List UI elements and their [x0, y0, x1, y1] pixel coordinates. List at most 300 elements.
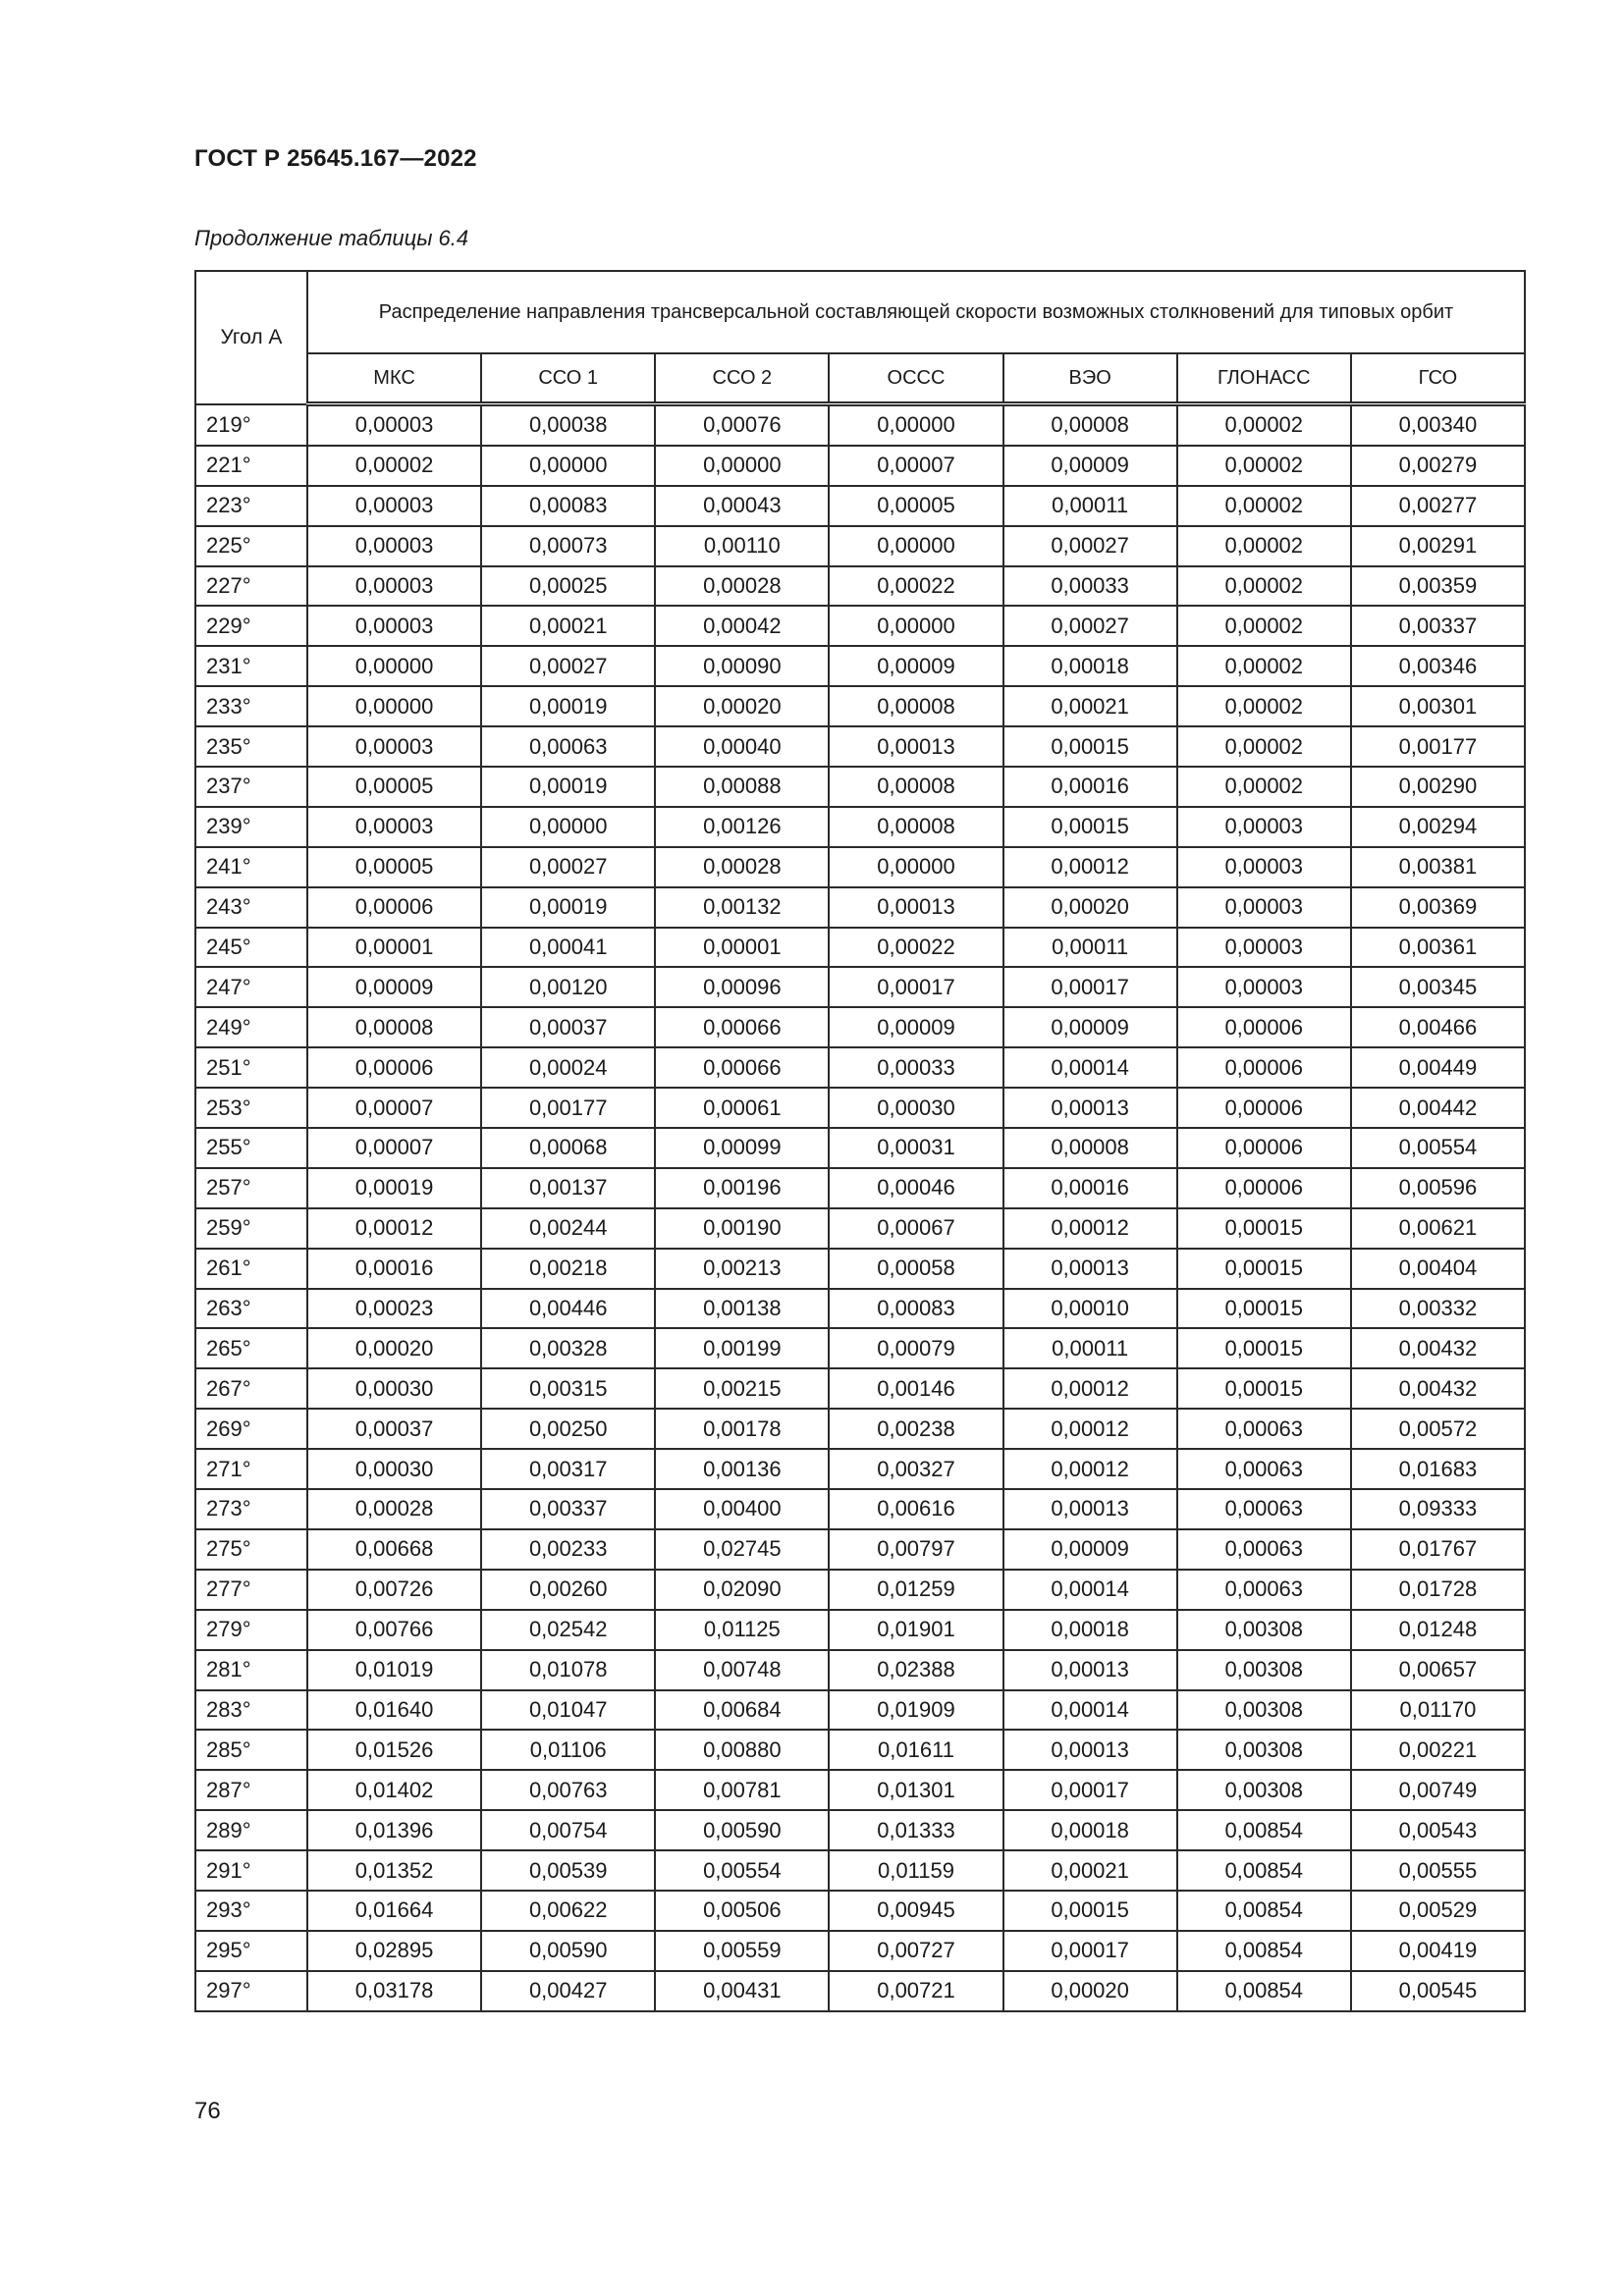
angle-cell: 243° — [195, 887, 307, 928]
table-row — [195, 646, 1525, 686]
value-cell: 0,01683 — [1351, 1449, 1525, 1489]
value-cell: 0,01078 — [481, 1650, 655, 1690]
value-cell: 0,00015 — [1177, 1249, 1351, 1289]
value-cell: 0,00003 — [1177, 967, 1351, 1007]
angle-cell: 239° — [195, 807, 307, 847]
angle-cell: 275° — [195, 1529, 307, 1570]
value-cell: 0,00000 — [829, 404, 1002, 446]
angle-cell: 219° — [195, 404, 307, 446]
value-cell: 0,00359 — [1351, 566, 1525, 607]
angle-cell: 235° — [195, 726, 307, 767]
value-cell: 0,00096 — [655, 967, 829, 1007]
value-cell: 0,00317 — [481, 1449, 655, 1489]
value-cell: 0,00063 — [1177, 1489, 1351, 1529]
value-cell: 0,00003 — [307, 486, 481, 526]
value-cell: 0,01901 — [829, 1610, 1002, 1650]
value-cell: 0,00110 — [655, 526, 829, 566]
value-cell: 0,00250 — [481, 1409, 655, 1449]
table-row — [195, 1971, 1525, 2011]
table-row — [195, 1489, 1525, 1529]
table-row — [195, 967, 1525, 1007]
column-header-mks: МКС — [307, 353, 481, 404]
value-cell: 0,00238 — [829, 1409, 1002, 1449]
angle-cell: 271° — [195, 1449, 307, 1489]
value-cell: 0,01019 — [307, 1650, 481, 1690]
angle-cell: 285° — [195, 1730, 307, 1770]
value-cell: 0,00178 — [655, 1409, 829, 1449]
value-cell: 0,00668 — [307, 1529, 481, 1570]
value-cell: 0,00215 — [655, 1368, 829, 1409]
value-cell: 0,00572 — [1351, 1409, 1525, 1449]
value-cell: 0,00754 — [481, 1810, 655, 1850]
angle-cell: 283° — [195, 1690, 307, 1731]
value-cell: 0,00012 — [1003, 847, 1177, 887]
value-cell: 0,00001 — [307, 928, 481, 968]
value-cell: 0,00002 — [1177, 486, 1351, 526]
value-cell: 0,00854 — [1177, 1850, 1351, 1891]
value-cell: 0,00090 — [655, 646, 829, 686]
value-cell: 0,00361 — [1351, 928, 1525, 968]
value-cell: 0,00007 — [307, 1128, 481, 1168]
value-cell: 0,00019 — [481, 686, 655, 726]
value-cell: 0,00040 — [655, 726, 829, 767]
table-row — [195, 1208, 1525, 1249]
value-cell: 0,00009 — [307, 967, 481, 1007]
value-cell: 0,01402 — [307, 1770, 481, 1810]
value-cell: 0,00442 — [1351, 1088, 1525, 1128]
value-cell: 0,00419 — [1351, 1931, 1525, 1971]
value-cell: 0,00033 — [829, 1047, 1002, 1088]
value-cell: 0,00006 — [1177, 1168, 1351, 1208]
value-cell: 0,00008 — [829, 807, 1002, 847]
value-cell: 0,00016 — [307, 1249, 481, 1289]
value-cell: 0,00136 — [655, 1449, 829, 1489]
value-cell: 0,00018 — [1003, 1810, 1177, 1850]
table-row — [195, 1289, 1525, 1329]
value-cell: 0,00021 — [481, 606, 655, 646]
orbit-columns-header-row — [195, 353, 1525, 404]
value-cell: 0,00012 — [1003, 1409, 1177, 1449]
value-cell: 0,00006 — [1177, 1007, 1351, 1047]
value-cell: 0,01640 — [307, 1690, 481, 1731]
value-cell: 0,01333 — [829, 1810, 1002, 1850]
value-cell: 0,00213 — [655, 1249, 829, 1289]
table-row — [195, 726, 1525, 767]
angle-cell: 295° — [195, 1931, 307, 1971]
value-cell: 0,00003 — [307, 566, 481, 607]
angle-cell: 237° — [195, 767, 307, 807]
table-row — [195, 404, 1525, 446]
value-cell: 0,00000 — [307, 686, 481, 726]
value-cell: 0,00001 — [655, 928, 829, 968]
value-cell: 0,00002 — [1177, 566, 1351, 607]
value-cell: 0,00024 — [481, 1047, 655, 1088]
value-cell: 0,01047 — [481, 1690, 655, 1731]
value-cell: 0,00596 — [1351, 1168, 1525, 1208]
value-cell: 0,00002 — [1177, 446, 1351, 486]
angle-cell: 251° — [195, 1047, 307, 1088]
table-row — [195, 1409, 1525, 1449]
value-cell: 0,00369 — [1351, 887, 1525, 928]
value-cell: 0,00038 — [481, 404, 655, 446]
value-cell: 0,00218 — [481, 1249, 655, 1289]
angle-cell: 227° — [195, 566, 307, 607]
value-cell: 0,01526 — [307, 1730, 481, 1770]
value-cell: 0,00748 — [655, 1650, 829, 1690]
value-cell: 0,00061 — [655, 1088, 829, 1128]
value-cell: 0,00028 — [655, 847, 829, 887]
value-cell: 0,00126 — [655, 807, 829, 847]
value-cell: 0,00749 — [1351, 1770, 1525, 1810]
value-cell: 0,00177 — [481, 1088, 655, 1128]
value-cell: 0,00005 — [829, 486, 1002, 526]
value-cell: 0,00590 — [481, 1931, 655, 1971]
value-cell: 0,00291 — [1351, 526, 1525, 566]
value-cell: 0,09333 — [1351, 1489, 1525, 1529]
table-row — [195, 486, 1525, 526]
value-cell: 0,00346 — [1351, 646, 1525, 686]
angle-cell: 231° — [195, 646, 307, 686]
value-cell: 0,00221 — [1351, 1730, 1525, 1770]
value-cell: 0,00013 — [829, 887, 1002, 928]
value-cell: 0,00003 — [1177, 887, 1351, 928]
angle-cell: 221° — [195, 446, 307, 486]
value-cell: 0,00003 — [307, 726, 481, 767]
value-cell: 0,00002 — [1177, 526, 1351, 566]
value-cell: 0,00315 — [481, 1368, 655, 1409]
table-row — [195, 1328, 1525, 1368]
value-cell: 0,00590 — [655, 1810, 829, 1850]
angle-cell: 277° — [195, 1570, 307, 1610]
value-cell: 0,00009 — [829, 646, 1002, 686]
value-cell: 0,00013 — [1003, 1650, 1177, 1690]
value-cell: 0,00308 — [1177, 1770, 1351, 1810]
value-cell: 0,00002 — [1177, 646, 1351, 686]
value-cell: 0,00622 — [481, 1891, 655, 1931]
value-cell: 0,00308 — [1177, 1610, 1351, 1650]
value-cell: 0,00007 — [829, 446, 1002, 486]
value-cell: 0,00345 — [1351, 967, 1525, 1007]
value-cell: 0,00076 — [655, 404, 829, 446]
value-cell: 0,02090 — [655, 1570, 829, 1610]
value-cell: 0,00014 — [1003, 1047, 1177, 1088]
value-cell: 0,00763 — [481, 1770, 655, 1810]
value-cell: 0,00294 — [1351, 807, 1525, 847]
value-cell: 0,00449 — [1351, 1047, 1525, 1088]
group-column-header: Распределение направления трансверсальной составляющей скорости возможных столкновений для типовых орбит — [307, 271, 1525, 353]
table-row — [195, 887, 1525, 928]
value-cell: 0,00016 — [1003, 1168, 1177, 1208]
value-cell: 0,00555 — [1351, 1850, 1525, 1891]
angle-cell: 257° — [195, 1168, 307, 1208]
table-row — [195, 1610, 1525, 1650]
table-row — [195, 1088, 1525, 1128]
table-body — [195, 404, 1525, 2011]
table-row — [195, 928, 1525, 968]
value-cell: 0,00545 — [1351, 1971, 1525, 2011]
value-cell: 0,00023 — [307, 1289, 481, 1329]
value-cell: 0,00328 — [481, 1328, 655, 1368]
value-cell: 0,00037 — [481, 1007, 655, 1047]
value-cell: 0,00020 — [1003, 887, 1177, 928]
table-row — [195, 847, 1525, 887]
value-cell: 0,00021 — [1003, 1850, 1177, 1891]
value-cell: 0,01170 — [1351, 1690, 1525, 1731]
value-cell: 0,00027 — [1003, 606, 1177, 646]
table-row — [195, 1168, 1525, 1208]
value-cell: 0,00721 — [829, 1971, 1002, 2011]
column-header-veo: ВЭО — [1003, 353, 1177, 404]
value-cell: 0,01125 — [655, 1610, 829, 1650]
value-cell: 0,00028 — [307, 1489, 481, 1529]
value-cell: 0,00199 — [655, 1328, 829, 1368]
angle-cell: 265° — [195, 1328, 307, 1368]
value-cell: 0,01159 — [829, 1850, 1002, 1891]
table-row — [195, 1128, 1525, 1168]
value-cell: 0,02542 — [481, 1610, 655, 1650]
value-cell: 0,00043 — [655, 486, 829, 526]
value-cell: 0,00019 — [481, 767, 655, 807]
value-cell: 0,00012 — [1003, 1449, 1177, 1489]
angle-cell: 267° — [195, 1368, 307, 1409]
value-cell: 0,00132 — [655, 887, 829, 928]
value-cell: 0,00014 — [1003, 1570, 1177, 1610]
value-cell: 0,00684 — [655, 1690, 829, 1731]
value-cell: 0,00506 — [655, 1891, 829, 1931]
value-cell: 0,00005 — [307, 767, 481, 807]
value-cell: 0,00260 — [481, 1570, 655, 1610]
value-cell: 0,00012 — [1003, 1368, 1177, 1409]
value-cell: 0,00063 — [1177, 1529, 1351, 1570]
angle-cell: 261° — [195, 1249, 307, 1289]
value-cell: 0,00381 — [1351, 847, 1525, 887]
value-cell: 0,00007 — [307, 1088, 481, 1128]
value-cell: 0,00020 — [655, 686, 829, 726]
value-cell: 0,00041 — [481, 928, 655, 968]
column-header-glonass: ГЛОНАСС — [1177, 353, 1351, 404]
page-number: 76 — [194, 2098, 221, 2124]
value-cell: 0,01909 — [829, 1690, 1002, 1731]
value-cell: 0,00726 — [307, 1570, 481, 1610]
table-row — [195, 1730, 1525, 1770]
table-row — [195, 1368, 1525, 1409]
value-cell: 0,00017 — [1003, 1931, 1177, 1971]
angle-cell: 225° — [195, 526, 307, 566]
value-cell: 0,00058 — [829, 1249, 1002, 1289]
value-cell: 0,00083 — [481, 486, 655, 526]
value-cell: 0,00016 — [1003, 767, 1177, 807]
value-cell: 0,01767 — [1351, 1529, 1525, 1570]
value-cell: 0,00002 — [307, 446, 481, 486]
value-cell: 0,00017 — [1003, 967, 1177, 1007]
value-cell: 0,00945 — [829, 1891, 1002, 1931]
value-cell: 0,00008 — [1003, 1128, 1177, 1168]
value-cell: 0,00015 — [1177, 1289, 1351, 1329]
table-row — [195, 1249, 1525, 1289]
value-cell: 0,00030 — [307, 1368, 481, 1409]
value-cell: 0,00003 — [1177, 807, 1351, 847]
value-cell: 0,00337 — [1351, 606, 1525, 646]
value-cell: 0,00011 — [1003, 928, 1177, 968]
value-cell: 0,01396 — [307, 1810, 481, 1850]
value-cell: 0,00233 — [481, 1529, 655, 1570]
value-cell: 0,00099 — [655, 1128, 829, 1168]
column-header-sso1: ССО 1 — [481, 353, 655, 404]
column-header-osss: ОССС — [829, 353, 1002, 404]
value-cell: 0,00017 — [829, 967, 1002, 1007]
value-cell: 0,00002 — [1177, 726, 1351, 767]
value-cell: 0,00539 — [481, 1850, 655, 1891]
value-cell: 0,00008 — [829, 767, 1002, 807]
value-cell: 0,00431 — [655, 1971, 829, 2011]
value-cell: 0,00068 — [481, 1128, 655, 1168]
column-header-gso: ГСО — [1351, 353, 1525, 404]
value-cell: 0,00002 — [1177, 404, 1351, 446]
value-cell: 0,00018 — [1003, 646, 1177, 686]
value-cell: 0,00009 — [1003, 1529, 1177, 1570]
angle-cell: 229° — [195, 606, 307, 646]
value-cell: 0,00027 — [481, 847, 655, 887]
document-header: ГОСТ Р 25645.167—2022 — [194, 145, 477, 172]
value-cell: 0,00332 — [1351, 1289, 1525, 1329]
value-cell: 0,00400 — [655, 1489, 829, 1529]
value-cell: 0,00010 — [1003, 1289, 1177, 1329]
value-cell: 0,00446 — [481, 1289, 655, 1329]
angle-cell: 263° — [195, 1289, 307, 1329]
table-row — [195, 526, 1525, 566]
value-cell: 0,00022 — [829, 928, 1002, 968]
value-cell: 0,00066 — [655, 1047, 829, 1088]
value-cell: 0,00012 — [307, 1208, 481, 1249]
table-row — [195, 1529, 1525, 1570]
angle-cell: 259° — [195, 1208, 307, 1249]
table-row — [195, 1810, 1525, 1850]
value-cell: 0,00000 — [481, 807, 655, 847]
table-row — [195, 1931, 1525, 1971]
value-cell: 0,00002 — [1177, 606, 1351, 646]
value-cell: 0,00088 — [655, 767, 829, 807]
value-cell: 0,00554 — [655, 1850, 829, 1891]
value-cell: 0,00000 — [481, 446, 655, 486]
value-cell: 0,03178 — [307, 1971, 481, 2011]
value-cell: 0,00021 — [1003, 686, 1177, 726]
angle-cell: 273° — [195, 1489, 307, 1529]
value-cell: 0,00146 — [829, 1368, 1002, 1409]
table-row — [195, 1007, 1525, 1047]
value-cell: 0,00008 — [1003, 404, 1177, 446]
value-cell: 0,00083 — [829, 1289, 1002, 1329]
value-cell: 0,00427 — [481, 1971, 655, 2011]
angle-cell: 233° — [195, 686, 307, 726]
value-cell: 0,00006 — [1177, 1128, 1351, 1168]
value-cell: 0,00543 — [1351, 1810, 1525, 1850]
table-row — [195, 606, 1525, 646]
value-cell: 0,00466 — [1351, 1007, 1525, 1047]
angle-cell: 279° — [195, 1610, 307, 1650]
value-cell: 0,01352 — [307, 1850, 481, 1891]
value-cell: 0,00616 — [829, 1489, 1002, 1529]
value-cell: 0,02745 — [655, 1529, 829, 1570]
data-table — [194, 270, 1526, 2012]
value-cell: 0,00308 — [1177, 1690, 1351, 1731]
angle-cell: 223° — [195, 486, 307, 526]
value-cell: 0,01728 — [1351, 1570, 1525, 1610]
value-cell: 0,00554 — [1351, 1128, 1525, 1168]
table-caption: Продолжение таблицы 6.4 — [194, 226, 469, 250]
value-cell: 0,00006 — [1177, 1088, 1351, 1128]
value-cell: 0,00014 — [1003, 1690, 1177, 1731]
value-cell: 0,00013 — [1003, 1489, 1177, 1529]
value-cell: 0,00327 — [829, 1449, 1002, 1489]
value-cell: 0,00015 — [1177, 1368, 1351, 1409]
angle-cell: 247° — [195, 967, 307, 1007]
value-cell: 0,00120 — [481, 967, 655, 1007]
angle-cell: 289° — [195, 1810, 307, 1850]
value-cell: 0,00019 — [481, 887, 655, 928]
value-cell: 0,00854 — [1177, 1931, 1351, 1971]
value-cell: 0,00727 — [829, 1931, 1002, 1971]
value-cell: 0,00177 — [1351, 726, 1525, 767]
value-cell: 0,00019 — [307, 1168, 481, 1208]
value-cell: 0,00006 — [307, 887, 481, 928]
angle-cell: 297° — [195, 1971, 307, 2011]
angle-cell: 269° — [195, 1409, 307, 1449]
value-cell: 0,00067 — [829, 1208, 1002, 1249]
table-row — [195, 686, 1525, 726]
value-cell: 0,00340 — [1351, 404, 1525, 446]
angle-cell: 293° — [195, 1891, 307, 1931]
value-cell: 0,00880 — [655, 1730, 829, 1770]
value-cell: 0,00009 — [829, 1007, 1002, 1047]
value-cell: 0,00003 — [1177, 928, 1351, 968]
value-cell: 0,00025 — [481, 566, 655, 607]
value-cell: 0,00015 — [1003, 726, 1177, 767]
value-cell: 0,00308 — [1177, 1730, 1351, 1770]
table-row — [195, 566, 1525, 607]
value-cell: 0,00308 — [1177, 1650, 1351, 1690]
value-cell: 0,00432 — [1351, 1328, 1525, 1368]
table-container — [194, 270, 1526, 2012]
value-cell: 0,00011 — [1003, 486, 1177, 526]
value-cell: 0,00030 — [307, 1449, 481, 1489]
value-cell: 0,00277 — [1351, 486, 1525, 526]
value-cell: 0,00797 — [829, 1529, 1002, 1570]
value-cell: 0,00000 — [829, 847, 1002, 887]
value-cell: 0,00657 — [1351, 1650, 1525, 1690]
value-cell: 0,00033 — [1003, 566, 1177, 607]
value-cell: 0,00011 — [1003, 1328, 1177, 1368]
value-cell: 0,01611 — [829, 1730, 1002, 1770]
value-cell: 0,00621 — [1351, 1208, 1525, 1249]
value-cell: 0,01301 — [829, 1770, 1002, 1810]
value-cell: 0,00854 — [1177, 1891, 1351, 1931]
value-cell: 0,00008 — [829, 686, 1002, 726]
value-cell: 0,00022 — [829, 566, 1002, 607]
value-cell: 0,00529 — [1351, 1891, 1525, 1931]
angle-cell: 291° — [195, 1850, 307, 1891]
value-cell: 0,00854 — [1177, 1810, 1351, 1850]
value-cell: 0,00781 — [655, 1770, 829, 1810]
value-cell: 0,01664 — [307, 1891, 481, 1931]
value-cell: 0,00063 — [1177, 1449, 1351, 1489]
value-cell: 0,00027 — [481, 646, 655, 686]
angle-cell: 253° — [195, 1088, 307, 1128]
value-cell: 0,00015 — [1177, 1208, 1351, 1249]
table-header-row — [195, 271, 1525, 353]
angle-cell: 287° — [195, 1770, 307, 1810]
value-cell: 0,00279 — [1351, 446, 1525, 486]
value-cell: 0,00015 — [1177, 1328, 1351, 1368]
